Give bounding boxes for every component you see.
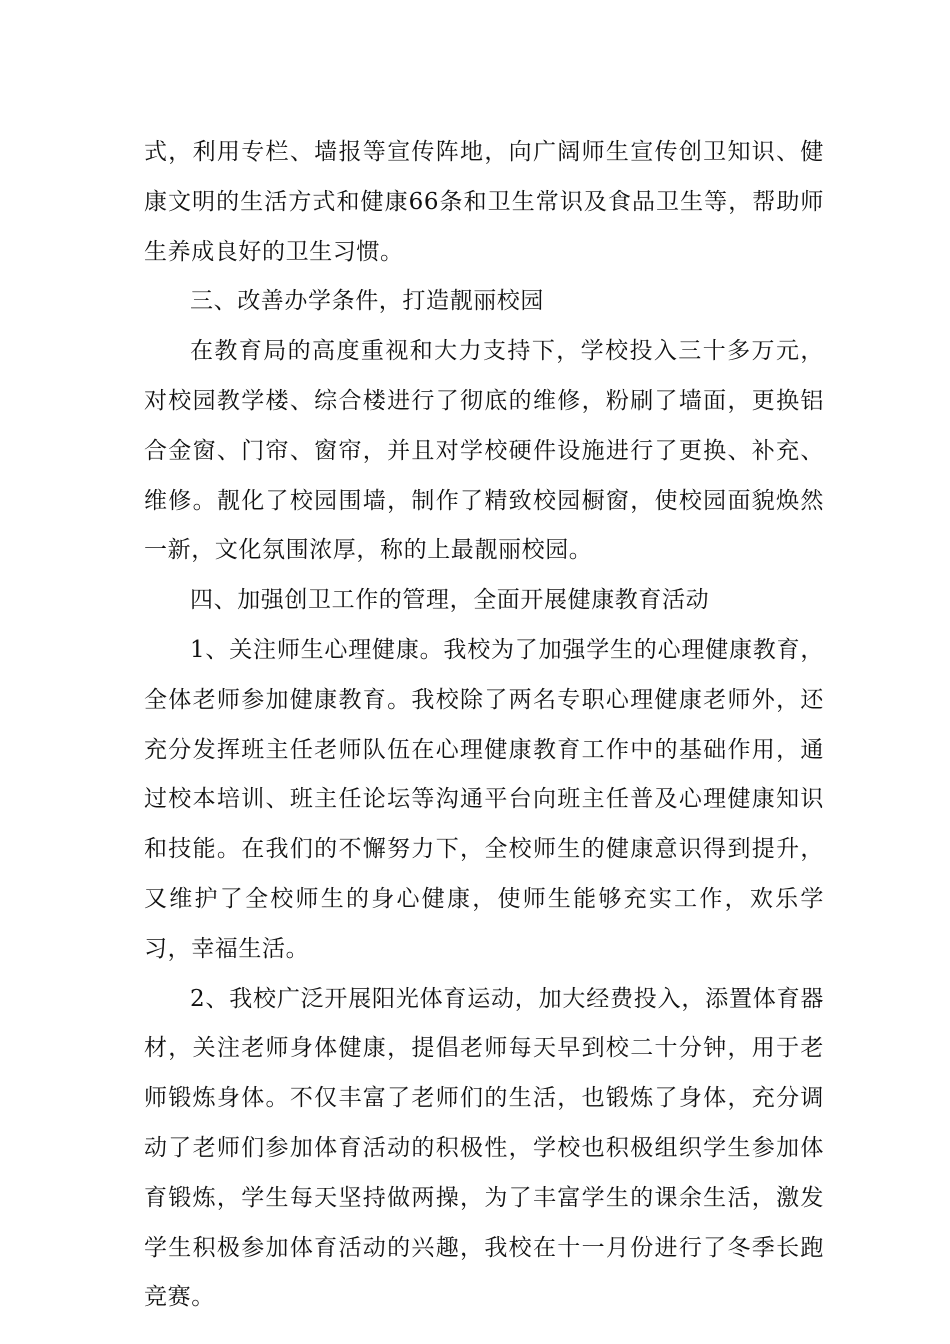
document-body [144,128,824,1323]
paragraph-mental-health: 1、关注师生心理健康。我校为了加强学生的心理健康教育，全体老师参加健康教育。我校除了两名专职心理健康老师外，还充分发挥班主任老师队伍在心理健康教育工作中的基础作用，通过校本培训、班主任论坛等沟通平台向班主任普及心理健康知识和技能。在我们的不懈努力下，全校师生的健康意识得到提升，又维护了全校师生的身心健康，使师生能够充实工作，欢乐学习，幸福生活。 [144,636,824,962]
paragraph-continued: 式，利用专栏、墙报等宣传阵地，向广阔师生宣传创卫知识、健康文明的生活方式和健康66条和卫生常识及食品卫生等，帮助师生养成良好的卫生习惯。 [144,139,824,265]
section-heading-4: 四、加强创卫工作的管理，全面开展健康教育活动 [190,587,710,614]
paragraph-facilities: 在教育局的高度重视和大力支持下，学校投入三十多万元，对校园教学楼、综合楼进行了彻底的维修，粉刷了墙面，更换铝合金窗、门帘、窗帘，并且对学校硬件设施进行了更换、补充、维修。靓化了校园围墙，制作了精致校园橱窗，使校园面貌焕然一新，文化氛围浓厚，称的上最靓丽校园。 [144,338,824,564]
paragraph-sports: 2、我校广泛开展阳光体育运动，加大经费投入，添置体育器材，关注老师身体健康，提倡老师每天早到校二十分钟，用于老师锻炼身体。不仅丰富了老师们的生活，也锻炼了身体，充分调动了老师们参加体育活动的积极性，学校也积极组织学生参加体育锻炼，学生每天坚持做两操，为了丰富学生的课余生活，激发学生积极参加体育活动的兴趣，我校在十一月份进行了冬季长跑竞赛。 [144,985,824,1311]
section-heading-3: 三、改善办学条件，打造靓丽校园 [190,288,544,315]
